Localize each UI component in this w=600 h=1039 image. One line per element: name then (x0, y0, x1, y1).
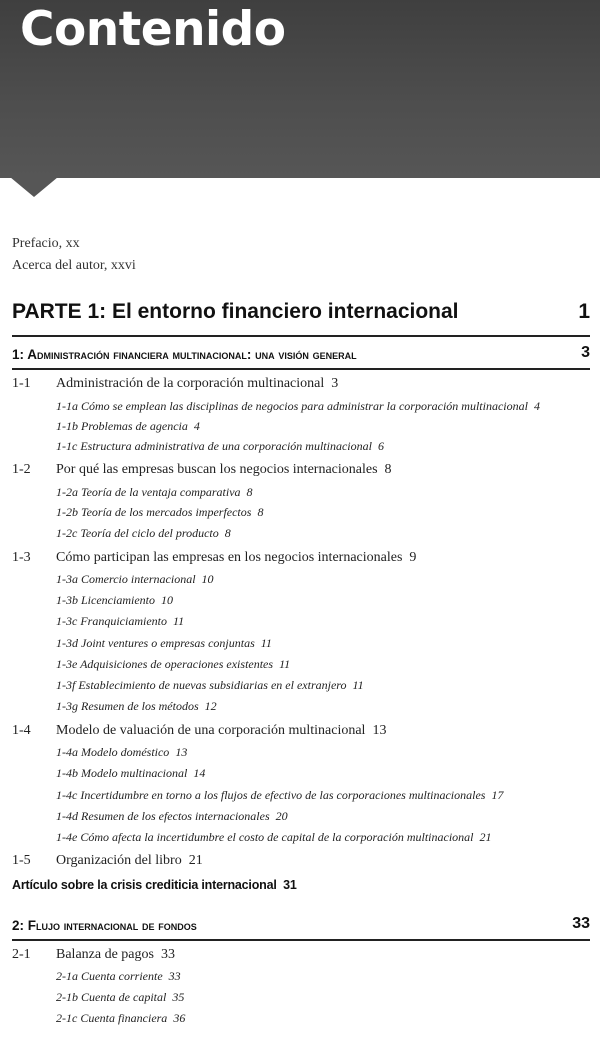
subsection-1-2c: 1-2c Teoría del ciclo del producto 8 (56, 526, 231, 540)
part-page: 1 (578, 300, 590, 323)
part-heading (12, 300, 590, 330)
chapter-2-heading (12, 915, 590, 940)
subsection-1-4d: 1-4d Resumen de los efectos internacionales 20 (56, 809, 288, 823)
section-title: Por qué las empresas buscan los negocios internacionales (56, 462, 378, 477)
subsection-2-1b: 2-1b Cuenta de capital 35 (56, 990, 185, 1004)
subsection-1-3b: 1-3b Licenciamiento 10 (56, 593, 173, 607)
subsection-1-4c: 1-4c Incertidumbre en torno a los flujos de efectivo de las corporaciones multinacionales 17 (56, 788, 504, 802)
subsection-1-1c: 1-1c Estructura administrativa de una corporación multinacional 6 (56, 439, 384, 453)
subsection-1-1a: 1-1a Cómo se emplean las disciplinas de negocios para administrar la corporación multinacional 4 (56, 399, 540, 413)
header-notch (10, 177, 58, 197)
section-number: 1-2 (12, 462, 31, 477)
subsection-2-1a: 2-1a Cuenta corriente 33 (56, 969, 181, 983)
header-banner (0, 0, 600, 178)
section-page: 9 (409, 550, 417, 565)
subsection-1-2a: 1-2a Teoría de la ventaja comparativa 8 (56, 485, 253, 499)
section-page: 21 (188, 853, 203, 868)
front-matter-prefacio: Prefacio, xx (12, 236, 80, 251)
chapter-2-title (12, 918, 197, 933)
part-rule (12, 335, 590, 337)
section-page: 8 (384, 462, 392, 477)
subsection-1-3e: 1-3e Adquisiciones de operaciones existentes 11 (56, 657, 291, 671)
front-matter-autor: Acerca del autor, xxvi (12, 258, 136, 273)
section-title: Organización del libro (56, 853, 182, 868)
section-title: Cómo participan las empresas en los negocios internacionales (56, 550, 403, 565)
chapter-1-heading (12, 344, 590, 369)
section-number: 1-5 (12, 853, 31, 868)
section-number: 2-1 (12, 947, 31, 962)
chapter-1-title-cap: A (27, 347, 38, 362)
subsection-1-4e: 1-4e Cómo afecta la incertidumbre el costo de capital de la corporación multinacional 21 (56, 830, 492, 844)
section-title: Administración de la corporación multinacional (56, 376, 325, 391)
section-page: 33 (160, 947, 175, 962)
subsection-1-4a: 1-4a Modelo doméstico 13 (56, 745, 188, 759)
page-title: Contenido (20, 2, 286, 57)
section-page: 13 (372, 723, 387, 738)
subsection-1-3f: 1-3f Establecimiento de nuevas subsidiarias en el extranjero 11 (56, 678, 364, 692)
section-number: 1-4 (12, 723, 31, 738)
subsection-1-3a: 1-3a Comercio internacional 10 (56, 572, 214, 586)
chapter-1-rule (12, 368, 590, 370)
chapter-2-number: 2: (12, 918, 28, 933)
subsection-1-2b: 1-2b Teoría de los mercados imperfectos 8 (56, 505, 264, 519)
chapter-1-title (12, 347, 357, 362)
subsection-1-4b: 1-4b Modelo multinacional 14 (56, 766, 206, 780)
chapter-2-title-rest: lujo internacional de fondos (36, 918, 197, 933)
section-page: 3 (331, 376, 339, 391)
section-title: Balanza de pagos (56, 947, 154, 962)
subsection-1-3c: 1-3c Franquiciamiento 11 (56, 614, 185, 628)
part-label: PARTE 1: El entorno financiero internacional (12, 300, 459, 323)
subsection-1-3g: 1-3g Resumen de los métodos 12 (56, 699, 217, 713)
chapter-2-page: 33 (572, 915, 590, 932)
article-heading: Artículo sobre la crisis crediticia internacional 31 (12, 878, 297, 892)
chapter-2-rule (12, 939, 590, 941)
chapter-1-title-rest: dministración financiera multinacional: una visión general (37, 347, 357, 362)
section-title: Modelo de valuación de una corporación multinacional (56, 723, 366, 738)
subsection-2-1c: 2-1c Cuenta financiera 36 (56, 1011, 186, 1025)
section-number: 1-1 (12, 376, 31, 391)
chapter-1-number: 1: (12, 347, 28, 362)
section-number: 1-3 (12, 550, 31, 565)
subsection-1-1b: 1-1b Problemas de agencia 4 (56, 419, 200, 433)
chapter-1-page: 3 (581, 344, 590, 361)
subsection-1-3d: 1-3d Joint ventures o empresas conjuntas 11 (56, 636, 272, 650)
chapter-2-title-cap: F (27, 918, 37, 933)
